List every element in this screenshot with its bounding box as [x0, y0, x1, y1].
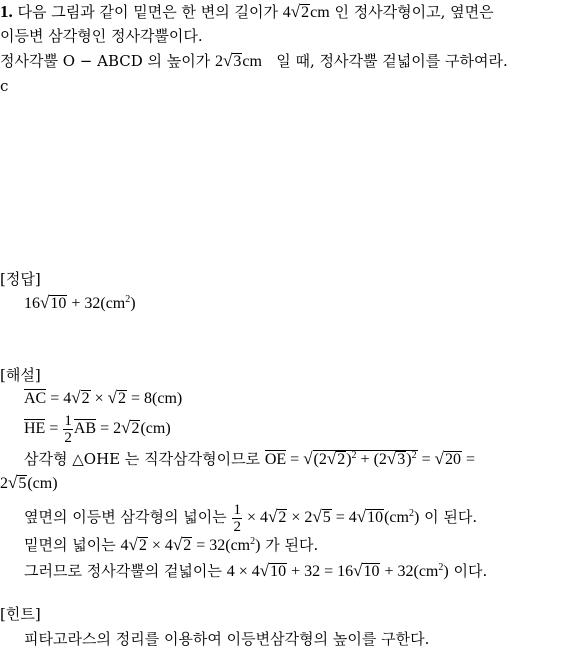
problem-text-3-end: 일 때, 정사각뿔 겉넓이를 구하여라. [276, 52, 508, 70]
problem-line-2: 이등변 삼각형인 정사각뿔이다. [0, 27, 203, 45]
problem-number: 1. [0, 2, 13, 21]
pyramid-height: 2√3cm [215, 51, 262, 70]
solution-eq-2: HE = $\frac{1}{2}$ AB = 2√2(cm) [24, 412, 171, 446]
solution-eq-5-end: 가 된다. [265, 536, 319, 554]
solution-eq-1: AC = 4√2 × √2 = 8(cm) [24, 388, 183, 407]
base-edge-length: 4√2cm [282, 2, 330, 21]
problem-text-3: 정사각뿔 O − ABCD 의 높이가 [0, 52, 211, 70]
solution-eq-4: 옆면의 이등변 삼각형의 넓이는 $\frac{1}{2}$ × $4√2 \times 2√5 = 4√10(cm^2)$ 이 된다. [24, 501, 478, 535]
problem-text-1: 다음 그림과 같이 밑면은 한 변의 길이가 [17, 3, 278, 21]
solution-eq-4-text: 옆면의 이등변 삼각형의 넓이는 [24, 508, 227, 526]
solution-eq-5-text: 밑면의 넓이는 [24, 536, 116, 554]
solution-heading: [해설] [0, 366, 41, 384]
solution-eq-3-text: 삼각형 △OHE 는 직각삼각형이므로 [24, 450, 261, 468]
hint-text: 피타고라스의 정리를 이용하여 이등변삼각형의 높이를 구한다. [24, 630, 430, 648]
hint-heading: [힌트] [0, 605, 41, 623]
solution-eq-4-end: 이 된다. [424, 508, 478, 526]
solution-eq-3: 삼각형 △OHE 는 직각삼각형이므로 OE = $√(2√2)^2 + (2√3)^2 = √20$ = [24, 449, 475, 468]
answer-heading: [정답] [0, 270, 41, 288]
solution-eq-6: 그러므로 정사각뿔의 겉넓이는 $4 \times 4√10 + 32 = 16√10 + 32(cm^2)$ 이다. [24, 561, 488, 580]
problem-line-3 [0, 51, 508, 72]
problem-text-1-end: 인 정사각형이고, 옆면은 [334, 3, 494, 21]
figure-label: c [0, 77, 9, 95]
problem-line-1 [0, 2, 494, 23]
solution-eq-5: 밑면의 넓이는 $4√2 \times 4√2 = 32(cm^2)$ 가 된다. [24, 535, 319, 554]
solution-eq-6-end: 이다. [453, 562, 488, 580]
solution-eq-3-cont: 2√5(cm) [0, 473, 58, 492]
answer-value: $16√10 + 32(cm^2)$ [24, 293, 136, 312]
solution-eq-6-text: 그러므로 정사각뿔의 겉넓이는 [24, 562, 222, 580]
